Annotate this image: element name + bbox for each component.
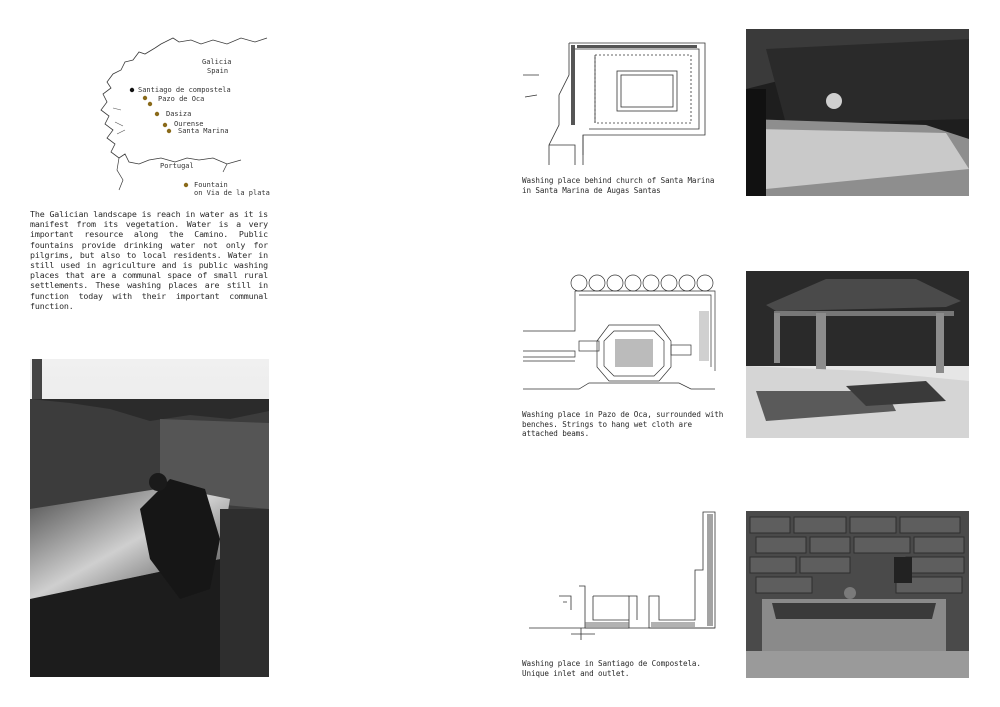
sketch-santa-marina-plan [519, 35, 709, 167]
fountain-dot [163, 123, 167, 127]
map-label-country: Spain [207, 67, 229, 75]
fountain-dot [143, 96, 147, 100]
map-label-santa-marina: Santa Marina [178, 127, 229, 135]
capital-dot [130, 88, 134, 92]
map-label-region: Galicia [202, 58, 232, 66]
legend-fountain-dot [184, 183, 188, 187]
map-label-dasiza: Dasiza [166, 110, 192, 118]
large-washing-place-photo [30, 359, 269, 677]
intro-paragraph: The Galician landscape is reach in water as it is manifest from its vegetation. Water is a very important resource along the Camino. Public fountains provide drinking water not only for pilgrims, but also to local residents. Water in still used in agriculture and is public washing places that are a communal space of small rural settlements. These washing places are still in function today with their important communal function. [30, 209, 268, 311]
map-legend-line1: Fountain [194, 181, 228, 189]
map-label-ourense: Ourense [174, 120, 204, 128]
fountain-dot [148, 102, 152, 106]
caption-santiago: Washing place in Santiago de Compostela. Unique inlet and outlet. [522, 659, 701, 678]
map-label-portugal: Portugal [160, 162, 194, 170]
galicia-map [95, 30, 275, 205]
photo-santa-marina [746, 29, 969, 196]
photo-santiago [746, 511, 969, 678]
photo-pazo-de-oca [746, 271, 969, 438]
sketch-pazo-de-oca-plan [519, 271, 719, 403]
map-legend-line2: on Via de la plata [194, 189, 270, 197]
sketch-santiago-section [519, 510, 719, 642]
fountain-dot [167, 129, 171, 133]
caption-pazo-de-oca: Washing place in Pazo de Oca, surrounded with benches. Strings to hang wet cloth are attached beams. [522, 410, 724, 439]
map-label-santiago: Santiago de compostela [138, 86, 231, 94]
fountain-dot [155, 112, 159, 116]
caption-santa-marina: Washing place behind church of Santa Marina in Santa Marina de Augas Santas [522, 176, 715, 195]
map-label-pazo-de-oca: Pazo de Oca [158, 95, 205, 103]
